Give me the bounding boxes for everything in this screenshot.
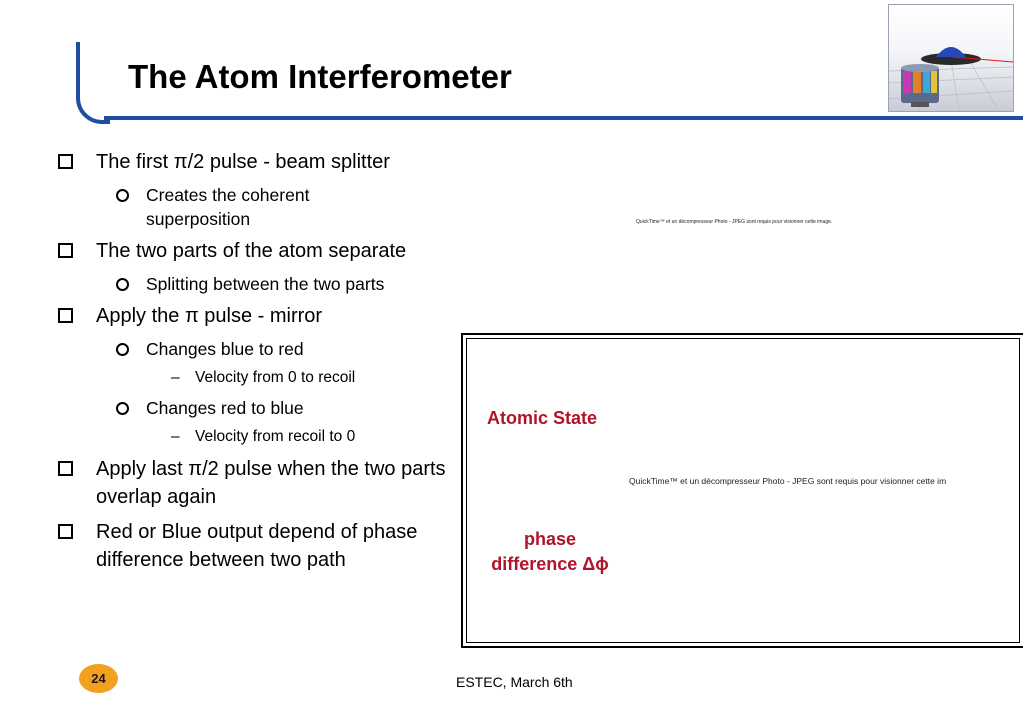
satellite-illustration-icon xyxy=(889,5,1013,111)
square-bullet-icon xyxy=(58,461,73,476)
sub-sub-bullet-item xyxy=(58,367,468,389)
sub-bullet-item xyxy=(58,272,468,296)
sub-bullet-text: Creates the coherent superposition xyxy=(146,185,310,229)
circle-bullet-icon xyxy=(116,278,129,291)
bullet-item xyxy=(58,302,468,330)
quicktime-placeholder-large: QuickTime™ et un décompresseur Photo - JPEG sont requis pour visionner cette im xyxy=(629,476,947,486)
bullet-text: Red or Blue output depend of phase difference between two path xyxy=(96,521,418,571)
bullet-text: Apply the π pulse - mirror xyxy=(96,305,323,327)
sub-sub-bullet-text: Velocity from 0 to recoil xyxy=(195,369,356,386)
dash-bullet-icon: – xyxy=(171,369,180,386)
bullet-item xyxy=(58,518,468,574)
bullet-text: Apply last π/2 pulse when the two parts overlap again xyxy=(96,458,446,508)
figure-inner-border xyxy=(466,338,1020,643)
square-bullet-icon xyxy=(58,243,73,258)
phase-label-line2: difference Δϕ xyxy=(491,554,609,574)
sub-sub-bullet-text: Velocity from recoil to 0 xyxy=(195,428,356,445)
sub-bullet-item xyxy=(58,337,468,361)
phase-difference-label xyxy=(483,527,617,577)
title-accent-curve xyxy=(76,42,110,124)
bullet-item xyxy=(58,237,468,265)
quicktime-placeholder-small: QuickTime™ et un décompresseur Photo - JPEG sont requis pour visionner cette image. xyxy=(636,219,833,225)
sub-bullet-item xyxy=(58,183,468,231)
bullet-list xyxy=(58,148,468,581)
title-accent-line xyxy=(104,116,1023,120)
sub-bullet-text: Changes blue to red xyxy=(146,339,304,359)
dash-bullet-icon: – xyxy=(171,428,180,445)
satellite-thumbnail xyxy=(888,4,1014,112)
circle-bullet-icon xyxy=(116,189,129,202)
sub-bullet-text: Changes red to blue xyxy=(146,398,304,418)
sub-bullet-item xyxy=(58,396,468,420)
square-bullet-icon xyxy=(58,308,73,323)
footer-text: ESTEC, March 6th xyxy=(456,674,573,690)
sub-sub-bullet-item xyxy=(58,426,468,448)
slide-title: The Atom Interferometer xyxy=(128,58,512,95)
circle-bullet-icon xyxy=(116,343,129,356)
circle-bullet-icon xyxy=(116,402,129,415)
bullet-text: The first π/2 pulse - beam splitter xyxy=(96,151,390,173)
interferometer-figure-frame xyxy=(461,333,1023,648)
sub-bullet-text: Splitting between the two parts xyxy=(146,274,385,294)
bullet-item xyxy=(58,455,468,511)
square-bullet-icon xyxy=(58,524,73,539)
bullet-item xyxy=(58,148,468,176)
bullet-text: The two parts of the atom separate xyxy=(96,240,407,262)
square-bullet-icon xyxy=(58,154,73,169)
phase-label-line1: phase xyxy=(523,529,577,549)
page-number-badge: 24 xyxy=(79,664,118,693)
atomic-state-label: Atomic State xyxy=(487,408,598,428)
